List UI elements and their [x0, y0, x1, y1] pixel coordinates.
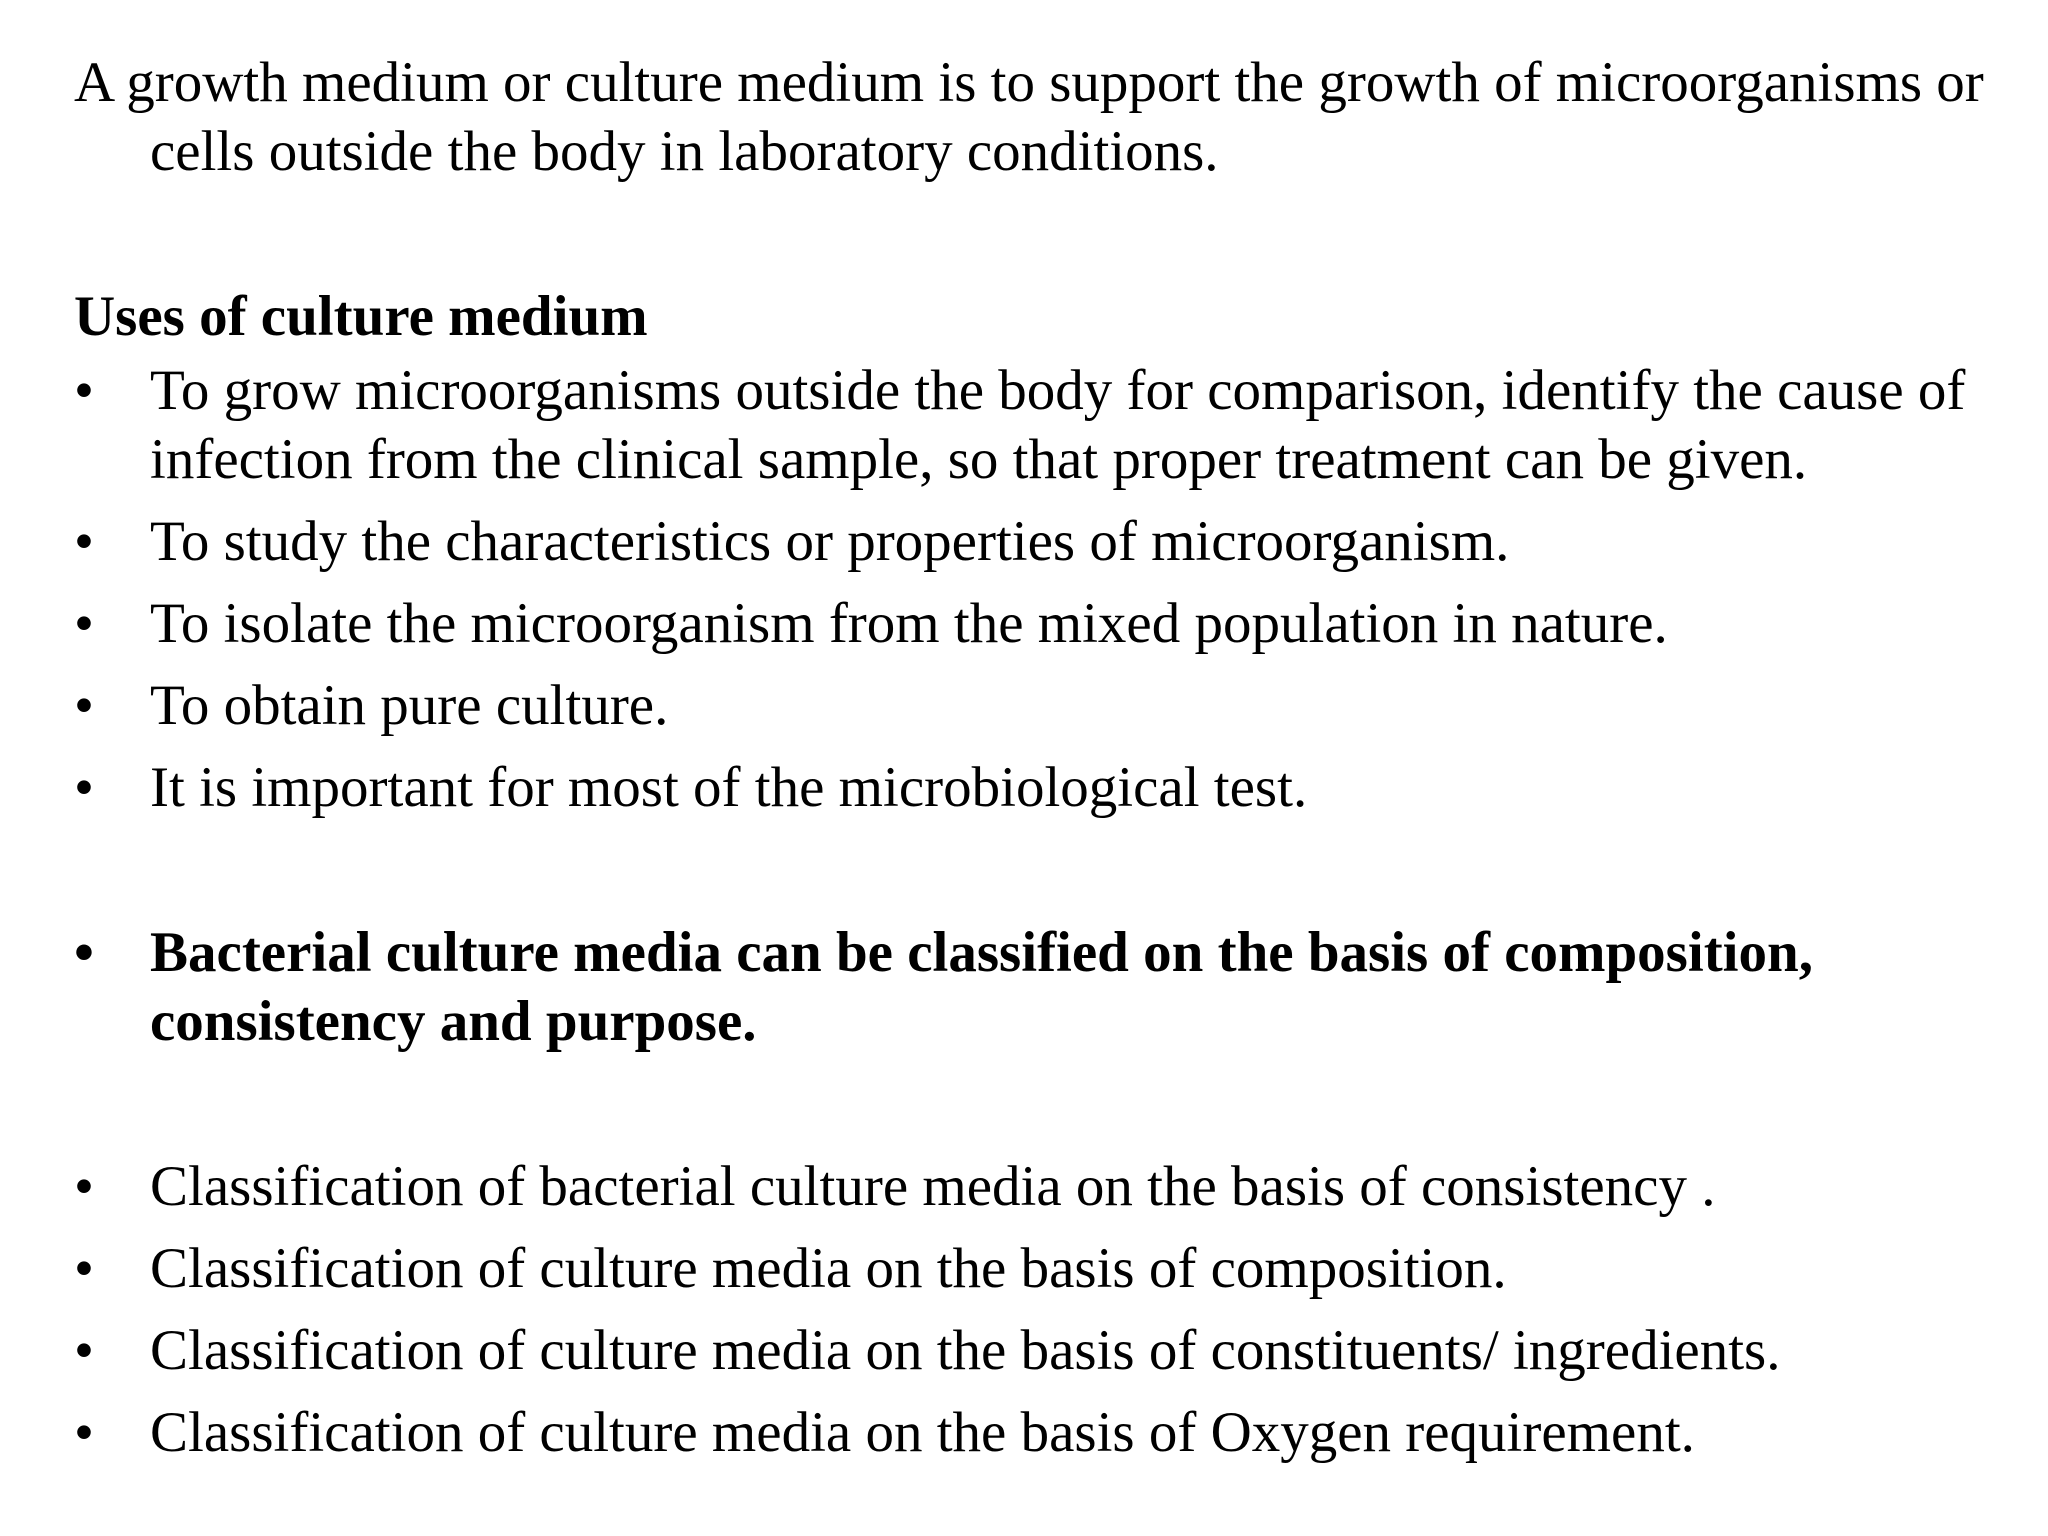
list-item-text: Classification of culture media on the basis of Oxygen requirement. [150, 1401, 1695, 1464]
list-item [74, 1316, 1994, 1385]
list-item-text: To isolate the microorganism from the mixed population in nature. [150, 592, 1668, 655]
document-page [74, 48, 1994, 1467]
bullet-icon: • [74, 1401, 94, 1464]
bullet-icon: • [74, 592, 94, 655]
classification-statement: Bacterial culture media can be classified on the basis of composition, consistency and purpose. [150, 921, 1813, 1053]
list-item-text: To obtain pure culture. [150, 674, 669, 737]
list-item-text: Classification of culture media on the basis of composition. [150, 1237, 1507, 1300]
classification-list [74, 1152, 1994, 1467]
list-item [74, 589, 1994, 658]
bullet-icon: • [74, 921, 94, 984]
classification-statement-list [74, 918, 1994, 1056]
list-item-text: To study the characteristics or properties of microorganism. [150, 510, 1510, 573]
list-item [74, 753, 1994, 822]
bullet-icon: • [74, 756, 94, 819]
bullet-icon: • [74, 1319, 94, 1382]
list-item [74, 918, 1994, 1056]
bullet-icon: • [74, 674, 94, 737]
list-item-text: Classification of culture media on the basis of constituents/ ingredients. [150, 1319, 1781, 1382]
list-item [74, 1234, 1994, 1303]
list-item-text: To grow microorganisms outside the body for comparison, identify the cause of infection from the clinical sample, so that proper treatment can be given. [150, 359, 1966, 491]
bullet-icon: • [74, 359, 94, 422]
list-item [74, 1398, 1994, 1467]
bullet-icon: • [74, 510, 94, 573]
list-item [74, 1152, 1994, 1221]
intro-paragraph: A growth medium or culture medium is to support the growth of microorganisms or cells outside the body in laboratory conditions. [74, 51, 1984, 183]
list-item-text: Classification of bacterial culture media on the basis of consistency . [150, 1155, 1716, 1218]
list-item [74, 356, 1994, 494]
uses-list [74, 356, 1994, 822]
uses-heading: Uses of culture medium [74, 285, 648, 348]
list-item-text: It is important for most of the microbiological test. [150, 756, 1308, 819]
list-item [74, 671, 1994, 740]
list-item [74, 507, 1994, 576]
bullet-icon: • [74, 1237, 94, 1300]
bullet-icon: • [74, 1155, 94, 1218]
